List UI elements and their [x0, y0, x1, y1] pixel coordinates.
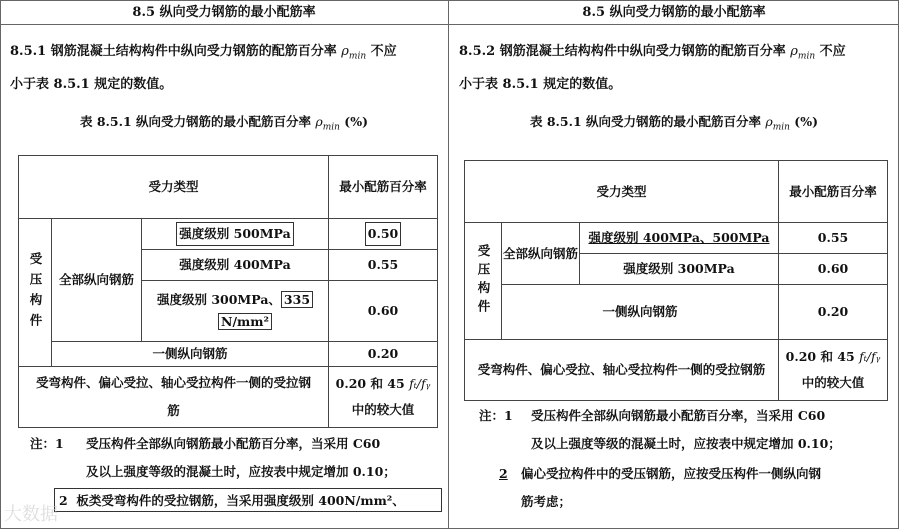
left-head-type: 受力类型: [18, 155, 329, 219]
left-r1-grade: 强度级别 500MPa: [141, 218, 329, 250]
right-r3-side: 一侧纵向钢筋: [501, 284, 779, 340]
left-r2-grade: 强度级别 400MPa: [141, 249, 329, 281]
right-r1-val: 0.55: [778, 222, 888, 254]
right-clause-line1: 8.5.2 钢筋混凝土结构构件中纵向受力钢筋的配筋百分率: [459, 44, 791, 59]
right-note1-label: 注：1: [479, 408, 513, 423]
right-r1-grade: 强度级别 400MPa、500MPa: [579, 222, 779, 254]
left-note1-a: 受压构件全部纵向钢筋最小配筋百分率，当采用 C60: [86, 436, 381, 451]
right-heading: 8.5 纵向受力钢筋的最小配筋率: [449, 0, 899, 25]
rho-symbol: $\rho_{min}$: [790, 44, 816, 62]
watermark-logo: 大数据: [4, 504, 58, 525]
right-note2-a: 偏心受拉构件中的受压钢筋，应按受压构件一侧纵向钢: [521, 466, 822, 481]
right-clause-line2: 小于表 8.5.1 规定的数值。: [459, 76, 622, 92]
left-clause-line1: 8.5.1 钢筋混凝土结构构件中纵向受力钢筋的配筋百分率: [10, 44, 342, 59]
right-clause-tail: 不应: [815, 44, 846, 59]
right-column: [449, 0, 899, 529]
left-r4-side: 一侧纵向钢筋: [51, 341, 329, 367]
left-all-long: 全部纵向钢筋: [51, 218, 142, 342]
right-r2-grade: 强度级别 300MPa: [579, 253, 779, 285]
right-r3-val: 0.20: [778, 284, 888, 340]
right-r4-val: 0.20 和 45 fₜ/fᵧ 中的较大值: [778, 339, 888, 401]
right-r2-val: 0.60: [778, 253, 888, 285]
left-r5-val: 0.20 和 45 fₜ/fᵧ 中的较大值: [328, 366, 438, 428]
rho-symbol: $\rho_{min}$: [341, 44, 367, 62]
right-r4-type: 受弯构件、偏心受拉、轴心受拉构件一侧的受拉钢筋: [464, 339, 779, 401]
left-clause-tail: 不应: [366, 44, 397, 59]
left-note1-b: 及以上强度等级的混凝土时，应按表中规定增加 0.10；: [86, 464, 396, 479]
right-note2-label: 2: [499, 466, 508, 481]
right-head-min: 最小配筋百分率: [778, 160, 888, 223]
left-clause-line2: 小于表 8.5.1 规定的数值。: [10, 76, 173, 92]
left-r3-grade: 强度级别 300MPa、 335 N/mm²: [141, 280, 329, 342]
left-compressed-label: 受压构件: [18, 218, 52, 367]
right-compressed-label: 受压构件: [464, 222, 502, 340]
left-r4-val: 0.20: [328, 341, 438, 367]
left-r1-val: 0.50: [328, 218, 438, 250]
left-column: [0, 0, 448, 529]
right-clause: [459, 38, 889, 98]
left-table-caption: 表 8.5.1 纵向受力钢筋的最小配筋百分率 $\rho_{min}$ (%): [80, 114, 368, 133]
right-note2-b: 筋考虑；: [521, 494, 572, 509]
left-note2: 2 板类受弯构件的受拉钢筋，当采用强度级别 400N/mm²、: [54, 488, 442, 512]
left-clause: [10, 38, 438, 98]
right-all-long: 全部纵向钢筋: [501, 222, 580, 285]
left-r5-type: 受弯构件、偏心受拉、轴心受拉构件一侧的受拉钢筋: [18, 366, 329, 428]
left-head-min: 最小配筋百分率: [328, 155, 438, 219]
left-r3-val: 0.60: [328, 280, 438, 342]
right-table-caption: 表 8.5.1 纵向受力钢筋的最小配筋百分率 $\rho_{min}$ (%): [530, 114, 818, 133]
left-note1-label: 注：1: [30, 436, 64, 451]
left-heading: 8.5 纵向受力钢筋的最小配筋率: [0, 0, 448, 25]
left-r2-val: 0.55: [328, 249, 438, 281]
right-head-type: 受力类型: [464, 160, 779, 223]
right-note1-b: 及以上强度等级的混凝土时，应按表中规定增加 0.10；: [531, 436, 841, 451]
right-note1-a: 受压构件全部纵向钢筋最小配筋百分率，当采用 C60: [531, 408, 826, 423]
